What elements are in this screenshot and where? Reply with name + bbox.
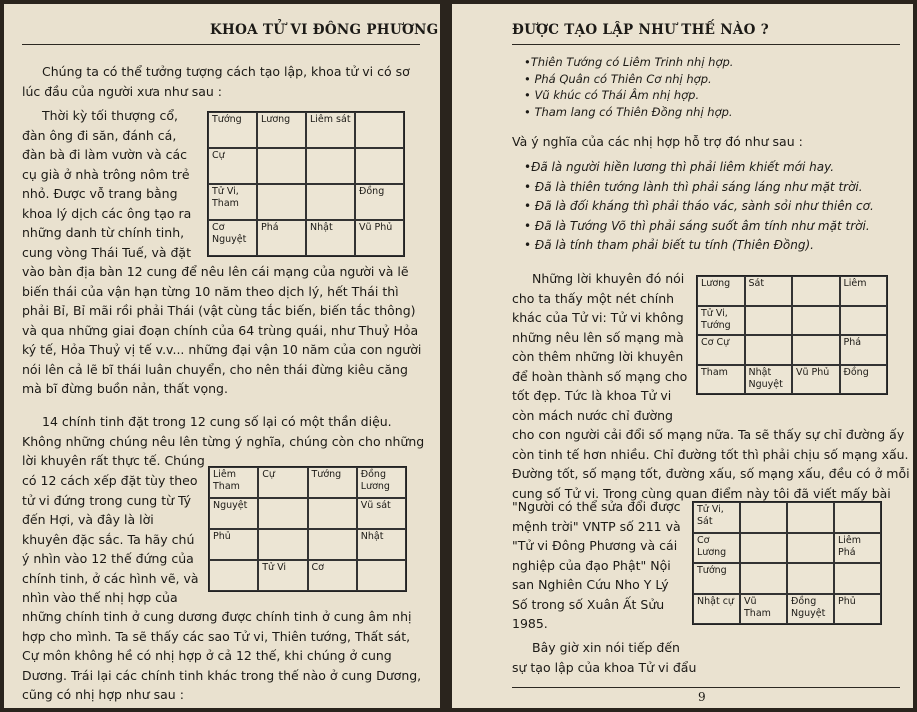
paragraph-1-full <box>22 262 421 399</box>
chart-cell: Đồng <box>355 184 404 220</box>
chart-cell: Phủ <box>834 594 881 625</box>
text-line: ký tế, Hỏa Thuỷ vị tế v.v... những đại vận 10 năm của con người <box>22 342 422 357</box>
meaning-list <box>524 158 874 256</box>
chart-cell: Phá <box>257 220 306 256</box>
text-line: vào bàn địa bàn 12 cung để nêu lên cái mạng của người và lẽ <box>22 264 409 279</box>
chart-cell: Đồng Nguyệt <box>787 594 834 625</box>
text-line: còn tinh tế hơn nhiều. Chỉ đường tốt thì phải chịu số mạng xấu. <box>512 446 909 462</box>
chart-cell: Tử Vi, Sát <box>693 502 740 533</box>
text-line: khác của Tử vi: Tử vi không <box>512 310 684 325</box>
footer-rule <box>512 687 900 688</box>
text-line: những danh từ chính tinh, <box>22 225 185 240</box>
chart-cell: Cơ Nguyệt <box>208 220 257 256</box>
chart-cell <box>792 306 840 336</box>
chart-cell <box>787 502 834 533</box>
text-line: nhìn vào thế nhị hợp của <box>22 590 178 605</box>
text-line: Đường tốt, số mạng tốt, đường xấu, số mạng xấu, đều có ở mỗi <box>512 466 910 481</box>
text-line: Thời kỳ tối thượng cổ, <box>42 108 178 123</box>
header-rule <box>22 44 420 45</box>
text-line: ý nhìn vào 12 thế đứng của <box>22 551 194 566</box>
chart-cell: Nhật <box>306 220 355 256</box>
chart-cell: Cự <box>208 148 257 184</box>
text-line: cho con người cải đổi số mạng nữa. Ta sẽ thấy sự chỉ đường ấy <box>512 427 905 442</box>
chart-cell <box>745 306 793 336</box>
intro-paragraph <box>22 62 410 101</box>
chart-cell <box>308 529 357 560</box>
chart-cell: Cơ Cự <box>697 335 745 365</box>
chart-cell <box>258 498 307 529</box>
meaning-item: • Đã là Tướng Võ thì phải sáng suốt âm tính như mặt trời. <box>524 218 870 233</box>
chart-cell <box>740 563 787 594</box>
text-line: cung số Tử vi. Trong cùng quan điểm này tôi đã viết mấy bài <box>512 485 891 501</box>
text-line: và qua những giai đoạn chính của 64 trùng quái, như Thuỷ Hỏa <box>22 322 419 338</box>
chart-cell <box>355 112 404 148</box>
chart-cell: Vũ sát <box>357 498 406 529</box>
text-line: tốt đẹp. Tức là khoa Tử vi <box>512 388 672 403</box>
text-line: Cự môn không hề có nhị hợp ở cả 12 thế, khi chúng ở cung <box>22 648 392 663</box>
meaning-item: • Đã là tính tham phải biết tu tính (Thiên Đồng). <box>524 238 814 252</box>
text-line: phải Bỉ, Bỉ mãi rồi phải Thái (vật cùng tắc biến, biến tắc thông) <box>22 303 416 318</box>
chart-cell: Vũ Phủ <box>355 220 404 256</box>
chart-cell: Vũ Phủ <box>792 365 840 395</box>
text-line: Chúng ta có thể tưởng tượng cách tạo lập, khoa tử vi có sơ <box>42 64 410 79</box>
pair-list <box>524 54 733 120</box>
chart-cell: Đồng <box>840 365 888 395</box>
pair-item: • Tham lang có Thiên Đồng nhị hợp. <box>524 104 733 119</box>
paragraph-2-end <box>22 607 421 705</box>
chart-cell: Liêm Tham <box>209 467 258 498</box>
chart-cell: Liêm sát <box>306 112 355 148</box>
chart-cell: Cơ Lương <box>693 533 740 564</box>
text-line: để hoàn thành số mạng cho <box>512 368 688 384</box>
paragraph-3-full <box>512 425 910 503</box>
chart-cell <box>834 563 881 594</box>
chart-cell <box>787 533 834 564</box>
text-line: tử vi đứng trong cung từ Tý <box>22 492 192 508</box>
meaning-item: •Đã là người hiền lương thì phải liêm khiết mới hay. <box>524 160 835 174</box>
text-line: đàn bà đi làm vườn và các <box>22 147 188 162</box>
chart-cell <box>792 276 840 306</box>
text-line: Những lời khuyên đó nói <box>532 271 685 286</box>
chart-cell <box>355 148 404 184</box>
text-line: khuyên đặc sắc. Ta hãy chú <box>22 531 195 547</box>
chart-cell <box>787 563 834 594</box>
chart-cell <box>258 529 307 560</box>
pair-item: •Thiên Tướng có Liêm Trinh nhị hợp. <box>524 55 734 69</box>
pair-item: • Vũ khúc có Thái Âm nhị hợp. <box>524 88 700 102</box>
text-line: cũng có nhị hợp như sau : <box>22 687 184 702</box>
chart-cell: Tử Vi, Tướng <box>697 306 745 336</box>
chart-cell <box>792 335 840 365</box>
text-line: Dương. Trái lại các chính tinh khác trong thế nào ở cung Dương, <box>22 667 422 683</box>
chart-cell: Vũ Tham <box>740 594 787 625</box>
text-line: lúc đầu của người xưa như sau : <box>22 83 223 99</box>
chart-cell <box>308 498 357 529</box>
text-line: cụ già ở nhà trông nôm trẻ <box>22 166 190 182</box>
text-line: cung vòng Thái Tuế, và đặt <box>22 244 191 260</box>
text-line: nói lên cả lẽ bĩ thái luân chuyển, cho nên thái đừng kiêu căng <box>22 361 408 377</box>
star-chart-3 <box>696 275 888 395</box>
text-line: "Tử vi Đông Phương và cái <box>512 538 678 553</box>
text-line: hợp cho mình. Ta sẽ thấy các sao Tử vi, Thiên tướng, Thất sát, <box>22 628 411 644</box>
chart-cell: Phá <box>840 335 888 365</box>
chart-cell <box>257 184 306 220</box>
chart-cell: Tử Vi, Tham <box>208 184 257 220</box>
left-page <box>4 4 440 708</box>
text-line: "Người có thể sửa đổi được <box>512 499 681 514</box>
chart-cell <box>306 184 355 220</box>
chart-cell <box>740 502 787 533</box>
text-line: 14 chính tinh đặt trong 12 cung số lại có một thần diệu. <box>42 414 392 429</box>
chart-cell: Tham <box>697 365 745 395</box>
chart-cell <box>840 306 888 336</box>
text-line: cho ta thấy một nét chính <box>512 290 675 306</box>
text-line: đến Hợi, và đây là lời <box>22 512 154 527</box>
text-line: mà bĩ đừng buồn nản, thất vọng. <box>22 381 228 396</box>
chart-cell: Lương <box>697 276 745 306</box>
text-line: những nêu lên số mạng mà <box>512 329 684 345</box>
chart-cell: Tử Vi <box>258 560 307 591</box>
chart-cell: Nhật Nguyệt <box>745 365 793 395</box>
chart-cell: Tướng <box>693 563 740 594</box>
text-line: sự tạo lập của khoa Tử vi đẩu <box>512 659 697 675</box>
paragraph-2-wrapped <box>22 471 199 608</box>
chart-cell: Sát <box>745 276 793 306</box>
text-line: có 12 cách xếp đặt tùy theo <box>22 473 198 488</box>
chart-cell <box>745 335 793 365</box>
text-line: lời khuyên rất thực tế. Chúng <box>22 453 205 468</box>
page-number: 9 <box>698 690 706 704</box>
chart-cell: Cự <box>258 467 307 498</box>
meaning-intro: Và ý nghĩa của các nhị hợp hỗ trợ đó như sau : <box>512 134 803 149</box>
text-line: những chính tinh ở cung dương được chính tinh ở cung âm nhị <box>22 609 412 624</box>
text-line: khoa lý dịch các ông tạo ra <box>22 205 192 221</box>
chart-cell: Lương <box>257 112 306 148</box>
paragraph-4-wrapped <box>512 497 681 634</box>
chart-cell <box>740 533 787 564</box>
chart-cell: Cơ <box>308 560 357 591</box>
meaning-item: • Đã là thiên tướng lành thì phải sáng láng như mặt trời. <box>524 179 863 194</box>
chart-cell <box>306 148 355 184</box>
text-line: nhỏ. Được vỗ trang bằng <box>22 186 178 201</box>
text-line: đàn ông đi săn, đánh cá, <box>22 127 177 143</box>
text-line: nghiệp của đạo Phật" Nội <box>512 557 671 573</box>
running-head-left: KHOA TỬ VI ĐÔNG PHƯƠNG <box>210 22 439 38</box>
star-chart-1 <box>207 111 405 257</box>
text-line: Bây giờ xin nói tiếp đến <box>532 640 680 655</box>
running-head-right: ĐƯỢC TẠO LẬP NHƯ THẾ NÀO ? <box>512 22 769 38</box>
text-line: còn mách nước chỉ đường <box>512 407 673 423</box>
text-line: biến thái của vận hạn từng 10 năm theo dịch lý, hết Thái thì <box>22 283 399 299</box>
chart-cell <box>834 502 881 533</box>
chart-cell: Nhật cự <box>693 594 740 625</box>
chart-cell <box>257 148 306 184</box>
chart-cell: Nhật <box>357 529 406 560</box>
chart-cell: Liêm Phá <box>834 533 881 564</box>
chart-cell: Đồng Lương <box>357 467 406 498</box>
text-line: chính tinh, ở các hình vẽ, và <box>22 570 199 586</box>
paragraph-5-wrapped <box>512 638 696 677</box>
text-line: còn thêm những lời khuyên <box>512 349 684 364</box>
star-chart-4 <box>692 501 882 625</box>
right-page <box>452 4 913 708</box>
chart-cell: Tướng <box>208 112 257 148</box>
text-line: mệnh trời" VNTP số 211 và <box>512 518 681 534</box>
chart-cell: Nguyệt <box>209 498 258 529</box>
paragraph-3-wrapped <box>512 269 687 425</box>
text-line: san Nghiên Cứu Nho Y Lý <box>512 577 669 592</box>
star-chart-2 <box>208 466 407 592</box>
paragraph-1-wrapped <box>22 106 191 262</box>
chart-cell: Tướng <box>308 467 357 498</box>
chart-cell: Phủ <box>209 529 258 560</box>
pair-item: • Phá Quân có Thiên Cơ nhị hợp. <box>524 71 712 86</box>
text-line: Số trong số Xuân Ất Sửu <box>512 596 665 612</box>
meaning-item: • Đã là đối kháng thì phải tháo vác, sành sỏi như thiên cơ. <box>524 199 874 213</box>
chart-cell: Liêm <box>840 276 888 306</box>
text-line: Không những chúng nêu lên từng ý nghĩa, chúng còn cho những <box>22 433 425 449</box>
chart-cell <box>209 560 258 591</box>
header-rule <box>512 44 900 45</box>
text-line: 1985. <box>512 616 548 631</box>
paragraph-2 <box>22 412 424 471</box>
chart-cell <box>357 560 406 591</box>
